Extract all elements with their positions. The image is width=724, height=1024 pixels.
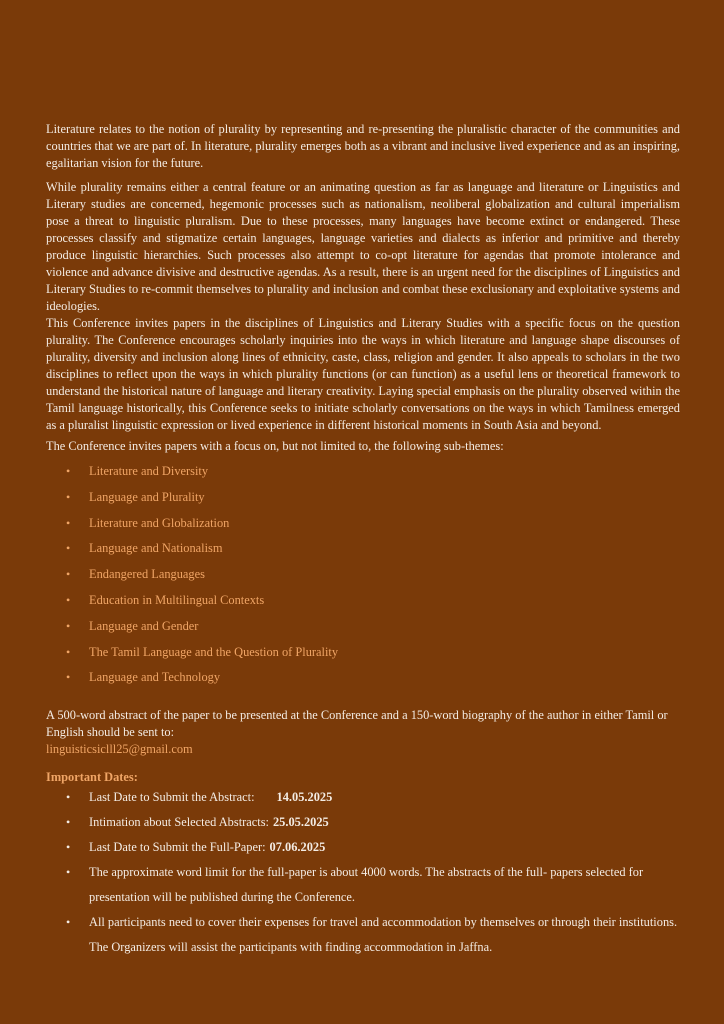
theme-label: Education in Multilingual Contexts — [89, 592, 265, 607]
bullet-icon: • — [66, 489, 71, 504]
date-item — [46, 810, 680, 835]
date-item — [46, 785, 680, 810]
theme-label: Literature and Globalization — [89, 515, 230, 530]
date-label: Intimation about Selected Abstracts: — [89, 815, 269, 830]
expenses-note: All participants need to cover their expenses for travel and accommodation by themselves or through their institutions. The Organizers will assist the participants with finding accommodation in Jaffna. — [89, 915, 678, 955]
list-item — [46, 566, 680, 592]
important-dates-list — [46, 785, 680, 960]
bullet-icon: • — [66, 840, 71, 855]
bullet-icon: • — [66, 815, 71, 830]
bullet-icon: • — [66, 567, 71, 582]
date-item — [46, 835, 680, 860]
list-item — [46, 489, 680, 515]
theme-label: Language and Nationalism — [89, 541, 223, 556]
bullet-icon: • — [66, 515, 71, 530]
subthemes-intro: The Conference invites papers with a focus on, but not limited to, the following sub-themes: — [46, 439, 504, 453]
list-item — [46, 592, 680, 618]
bullet-icon: • — [66, 541, 71, 556]
date-label: Last Date to Submit the Abstract: — [89, 790, 255, 805]
bullet-icon: • — [66, 592, 71, 607]
list-item — [46, 463, 680, 489]
theme-label: The Tamil Language and the Question of Plurality — [89, 644, 339, 659]
contact-email-link[interactable]: linguisticsiclll25@gmail.com — [46, 742, 193, 757]
date-value: 25.05.2025 — [272, 815, 329, 830]
bullet-icon: • — [66, 865, 71, 880]
bullet-icon: • — [66, 790, 71, 805]
list-item — [46, 540, 680, 566]
important-dates-heading: Important Dates: — [46, 770, 138, 785]
intro-paragraph: Literature relates to the notion of plurality by representing and re-presenting the pluralistic character of the communities and countries that we are part of. In literature, plurality emerges both as a vibrant and inclusive lived experience and as an inspiring, egalitarian vision for the future. — [46, 122, 680, 170]
subthemes-list — [46, 463, 680, 695]
hegemony-paragraph: While plurality remains either a central feature or an animating question as far as language and literature or Linguistics and Literary studies are concerned, hegemonic processes such as nationalism, neoliberal globalization and cultural imperialism pose a threat to linguistic pluralism. Due to these processes, many languages have become extinct or endangered. These processes classify and stigmatize certain languages, language varieties and dialects as inferior and primitive and thereby produce linguistic hierarchies. Such processes also attempt to co-opt literature for agendas that promote intolerance and violence and advance divisive and destructive agendas. As a result, there is an urgent need for the disciplines of Linguistics and Literary Studies to re-commit themselves to plurality and inclusion and combat these exclusionary and exploitative systems and ideologies. — [46, 180, 680, 313]
date-value: 14.05.2025 — [276, 790, 333, 805]
bullet-icon: • — [66, 464, 71, 478]
theme-label: Literature and Diversity — [89, 464, 209, 478]
abstract-instructions — [46, 707, 680, 758]
list-item — [46, 618, 680, 644]
word-limit-note: The approximate word limit for the full-paper is about 4000 words. The abstracts of the full- papers selected for presentation will be published during the Conference. — [89, 865, 644, 905]
bullet-icon: • — [66, 915, 71, 930]
list-item — [46, 515, 680, 541]
theme-label: Language and Technology — [89, 670, 221, 685]
bullet-icon: • — [66, 644, 71, 659]
call-paragraph: This Conference invites papers in the disciplines of Linguistics and Literary Studies with a specific focus on the question plurality. The Conference encourages scholarly inquiries into the ways in which literature and language shape discourses of plurality, diversity and inclusion along lines of ethnicity, caste, class, religion and gender. It also appeals to scholars in the two disciplines to reflect upon the ways in which plurality functions (or can function) as a useful lens or theoretical framework to understand the historical nature of language and literary creativity. Laying special emphasis on the plurality observed within the Tamil language historically, this Conference seeks to initiate scholarly conversations on the ways in which Tamilness emerged as a pluralist linguistic expression or lived experience in different historical moments in South Asia and beyond. — [46, 316, 680, 432]
list-item — [46, 644, 680, 670]
abstract-text: A 500-word abstract of the paper to be presented at the Conference and a 150-word biography of the author in either Tamil or English should be sent to: — [46, 708, 668, 740]
date-value: 07.06.2025 — [269, 840, 326, 855]
list-item — [46, 669, 680, 695]
note-item — [46, 860, 680, 910]
date-label: Last Date to Submit the Full-Paper: — [89, 840, 266, 855]
note-item — [46, 910, 680, 960]
bullet-icon: • — [66, 618, 71, 633]
theme-label: Language and Plurality — [89, 489, 205, 504]
theme-label: Endangered Languages — [89, 567, 205, 582]
theme-label: Language and Gender — [89, 618, 199, 633]
bullet-icon: • — [66, 670, 71, 685]
